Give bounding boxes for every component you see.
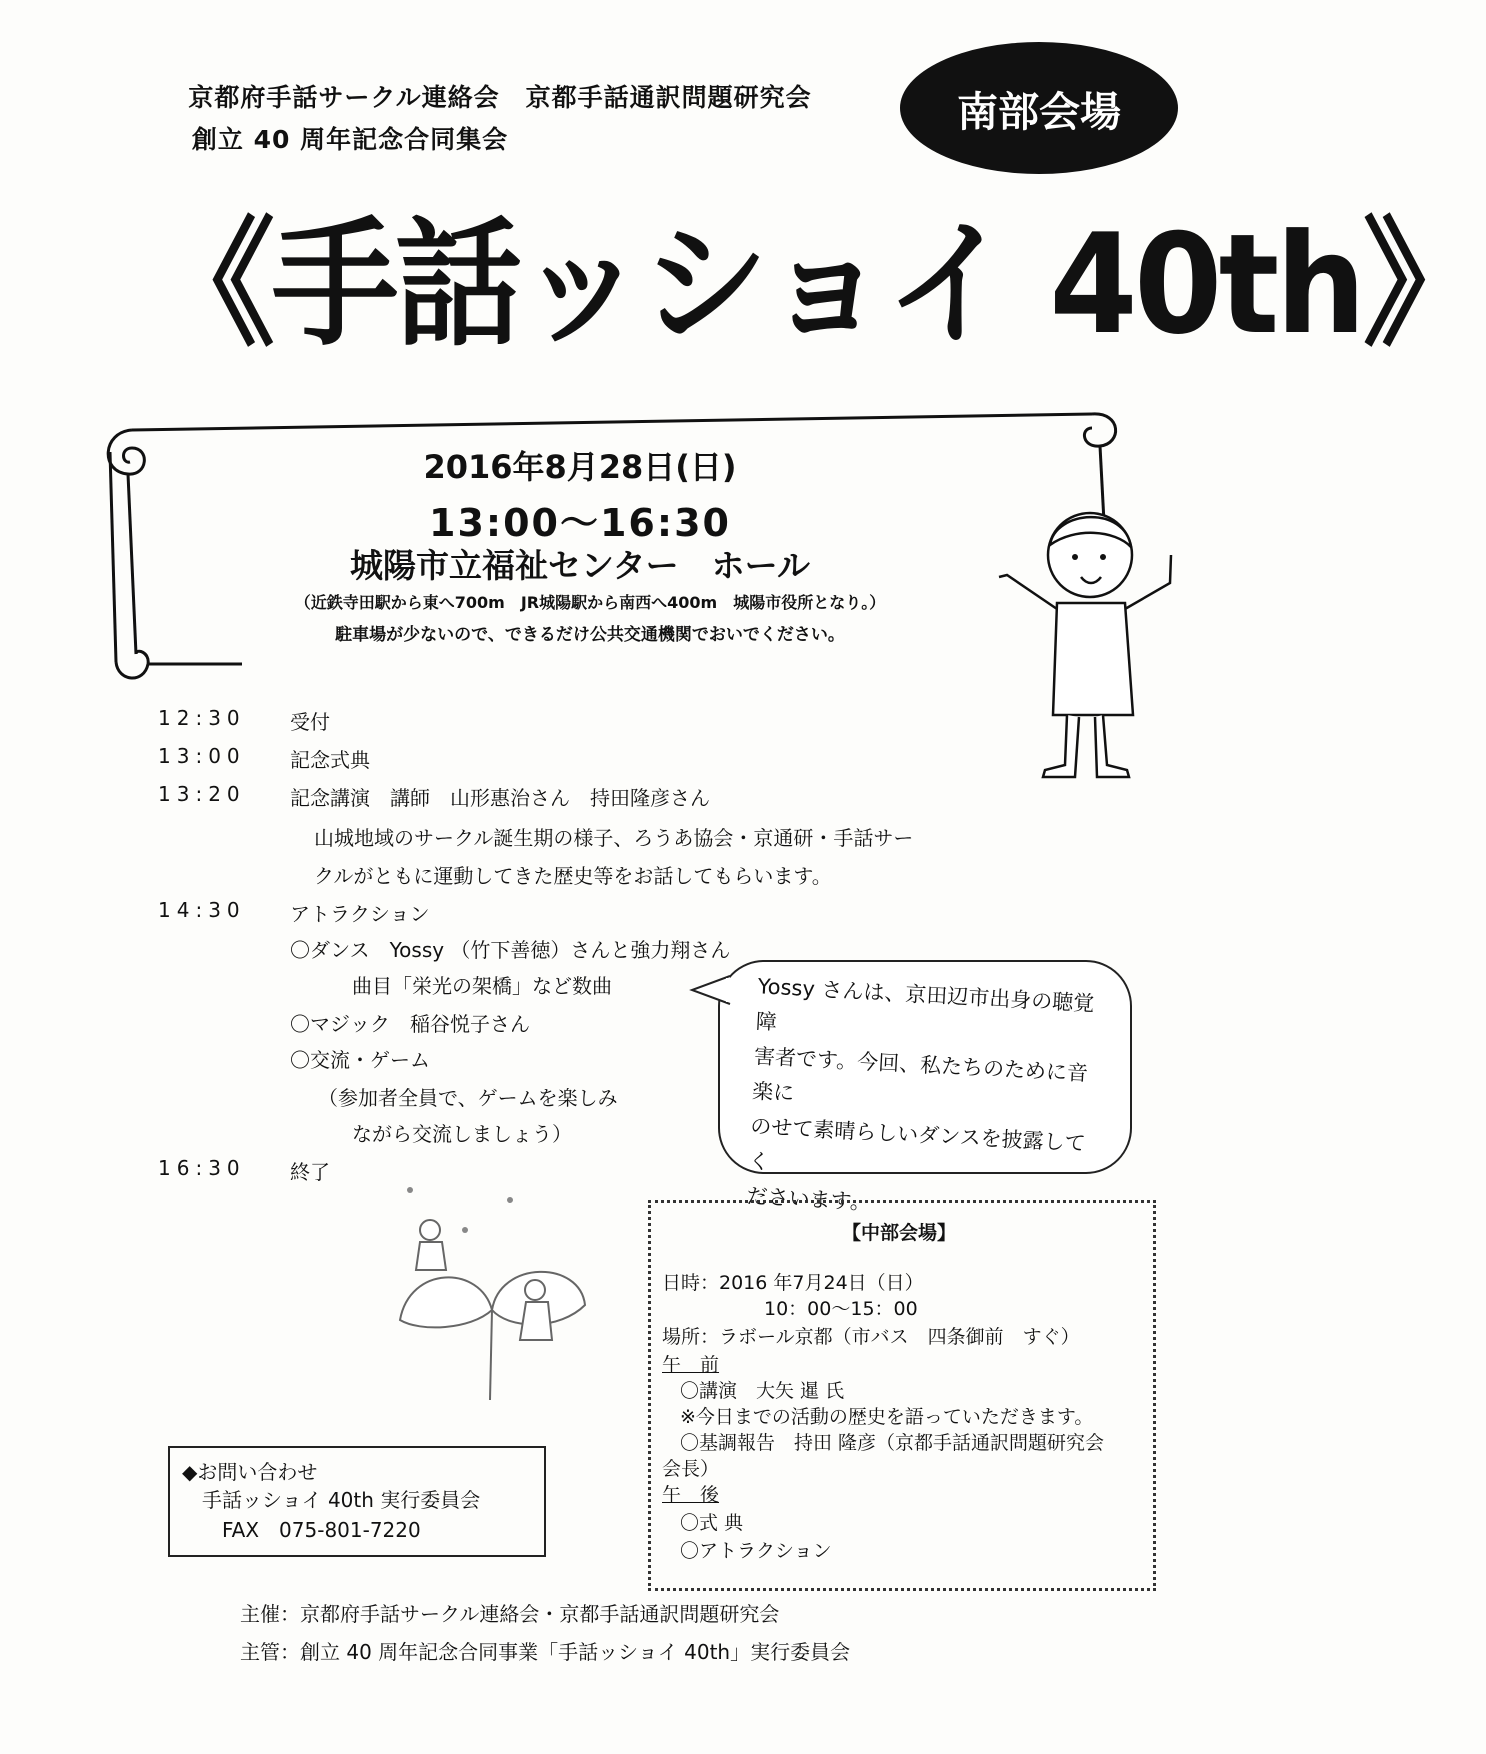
chubu-date: 日時：2016 年7月24日（日） <box>662 1272 924 1294</box>
bubble-text <box>746 969 1098 1231</box>
event-date: 2016年8月28日(日) <box>423 448 737 486</box>
bubble-line-2: 害者です。今回、私たちのために音楽に <box>751 1044 1089 1106</box>
parking-note: 駐車場が少ないので、できるだけ公共交通機関でおいでください。 <box>335 625 845 645</box>
schedule-item-2: 記念式典 <box>290 748 370 772</box>
event-venue: 城陽市立福祉センター ホール <box>349 546 811 585</box>
contact-org: 手話ッショイ 40th 実行委員会 <box>202 1488 481 1512</box>
attraction-dance: 〇ダンス Yossy （竹下善徳）さんと強力翔さん <box>290 938 731 962</box>
footer-host: 主催：京都府手話サークル連絡会・京都手話通訳問題研究会 <box>240 1602 780 1626</box>
contact-fax: FAX 075-801-7220 <box>222 1518 421 1542</box>
attraction-magic: 〇マジック 稲谷悦子さん <box>290 1012 530 1036</box>
schedule-time-5: 16:30 <box>158 1156 246 1180</box>
venue-badge <box>900 42 1178 174</box>
anniversary-heading: 創立 40 周年記念合同集会 <box>191 125 509 154</box>
contact-title: ◆お問い合わせ <box>182 1460 318 1484</box>
schedule-item-4: アトラクション <box>290 902 430 926</box>
chubu-am-note: ※今日までの活動の歴史を語っていただきます。 <box>680 1406 1094 1428</box>
chubu-am-report: 〇基調報告 持田 隆彦（京都手話通訳問題研究会 <box>680 1432 1105 1454</box>
schedule-time-2: 13:00 <box>158 744 246 768</box>
attraction-dance-songs: 曲目「栄光の架橋」など数曲 <box>352 974 612 998</box>
chubu-am-lecture: 〇講演 大矢 暹 氏 <box>680 1380 845 1402</box>
attraction-game-note-2: ながら交流しましょう） <box>352 1122 572 1146</box>
event-access: （近鉄寺田駅から東へ700m JR城陽駅から南西へ400m 城陽市役所となり。） <box>294 593 886 612</box>
footer-organizer: 主管：創立 40 周年記念合同事業「手話ッショイ 40th」実行委員会 <box>240 1640 851 1664</box>
attraction-game-note-1: （参加者全員で、ゲームを楽しみ <box>318 1086 618 1110</box>
schedule-time-1: 12:30 <box>158 706 246 730</box>
chubu-pm-ceremony: 〇式 典 <box>680 1512 744 1534</box>
chubu-pm-label: 午 後 <box>662 1484 720 1506</box>
schedule-item-3: 記念講演 講師 山形惠治さん 持田隆彦さん <box>290 786 710 810</box>
speech-bubble-tail <box>690 970 730 1010</box>
sprout-illustration <box>380 1170 600 1410</box>
schedule-time-4: 14:30 <box>158 898 246 922</box>
chubu-heading: 【中部会場】 <box>841 1222 956 1244</box>
chubu-am-label: 午 前 <box>662 1354 720 1376</box>
event-time: 13:00～16:30 <box>429 501 731 545</box>
chubu-am-report-cont: 会長） <box>662 1458 720 1480</box>
chubu-time: 10：00～15：00 <box>764 1298 918 1320</box>
boy-illustration <box>995 505 1195 785</box>
lecture-description-2: クルがともに運動してきた歴史等をお話してもらいます。 <box>314 864 832 888</box>
schedule-time-3: 13:20 <box>158 782 246 806</box>
attraction-game: 〇交流・ゲーム <box>290 1048 430 1072</box>
bubble-line-1: Yossy さんは、京田辺市出身の聴覚障 <box>755 974 1095 1035</box>
bubble-line-4: ださいます。 <box>746 1183 872 1215</box>
event-title: 《手話ッショイ 40th》 <box>148 204 1486 365</box>
organizer-heading: 京都府手話サークル連絡会 京都手話通訳問題研究会 <box>188 83 812 112</box>
bubble-line-3: のせて素晴らしいダンスを披露してく <box>747 1114 1087 1175</box>
schedule-item-1: 受付 <box>290 710 330 734</box>
chubu-place: 場所：ラボール京都（市バス 四条御前 すぐ） <box>662 1326 1080 1348</box>
chubu-pm-attraction: 〇アトラクション <box>680 1540 832 1562</box>
schedule-item-5: 終了 <box>290 1160 330 1184</box>
venue-badge-label: 南部会場 <box>957 87 1121 136</box>
lecture-description-1: 山城地域のサークル誕生期の様子、ろうあ協会・京通研・手話サー <box>314 826 914 850</box>
